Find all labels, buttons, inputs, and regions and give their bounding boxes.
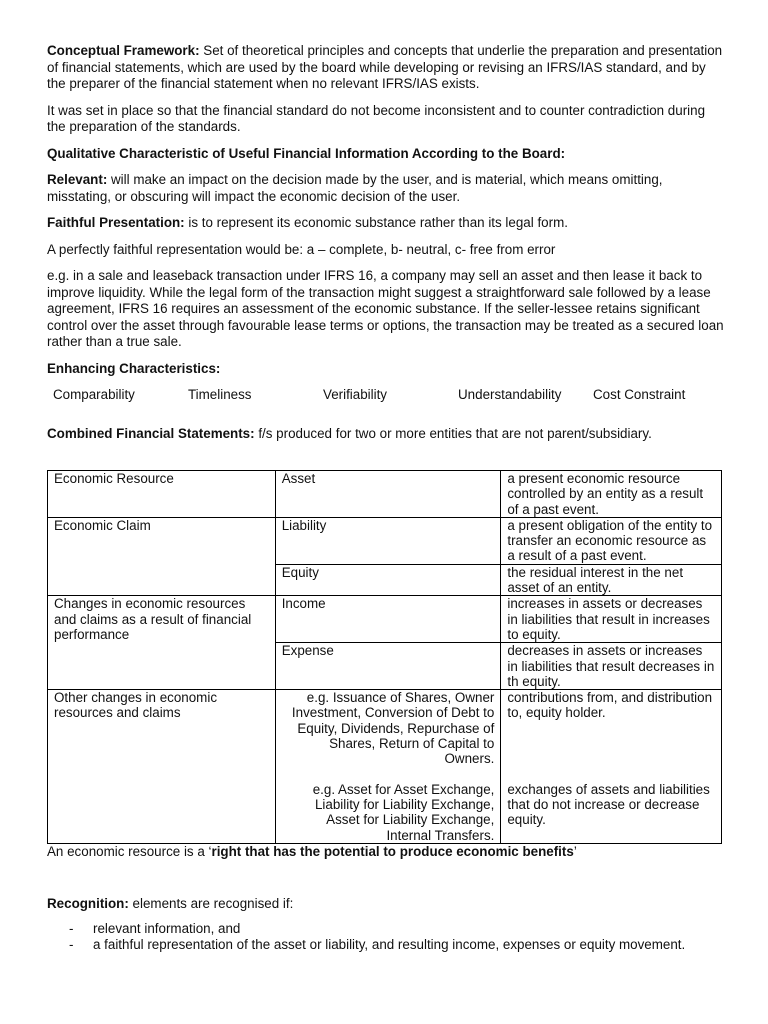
table-cell: Liability <box>275 517 501 564</box>
relevant-term: Relevant: <box>47 172 108 187</box>
table-cell: Asset <box>275 471 501 518</box>
recognition-paragraph <box>47 896 727 913</box>
enhancing-list <box>53 387 727 404</box>
table-cell: Changes in economic resources and claims as a result of financial performance <box>48 596 276 690</box>
bullet: - <box>69 937 74 953</box>
table-cell: a present economic resource controlled by an entity as a result of a past event. <box>501 471 722 518</box>
list-item: - relevant information, and <box>69 920 241 936</box>
relevant-definition: will make an impact on the decision made by the user, and is material, which means omitting, misstating, or obscuring will impact the economic decision of the user. <box>47 172 663 204</box>
enhancing-item: Verifiability <box>323 387 388 402</box>
qualitative-heading: Qualitative Characteristic of Useful Financial Information According to the Board: <box>47 145 566 161</box>
combined-fs-definition: f/s produced for two or more entities that are not parent/subsidiary. <box>254 425 652 441</box>
conceptual-framework-term: Conceptual Framework: <box>47 43 200 58</box>
relevant-paragraph <box>47 172 727 205</box>
combined-fs-term: Combined Financial Statements: <box>47 425 255 441</box>
purpose-paragraph: It was set in place so that the financial standard do not become inconsistent and to counter contradiction during the preparation of the standards. <box>47 102 706 134</box>
other-changes-example-2: e.g. Asset for Asset Exchange, Liability for Liability Exchange, Asset for Liability Exchange, Internal Transfers. <box>312 781 495 843</box>
recognition-term: Recognition: <box>47 896 129 912</box>
recognition-text: elements are recognised if: <box>128 896 294 912</box>
table-cell: the residual interest in the net asset of an entity. <box>501 564 722 596</box>
other-changes-example-1: e.g. Issuance of Shares, Owner Investment, Conversion of Debt to Equity, Dividends, Repurchase of Shares, Return of Capital to Owners. <box>291 690 495 767</box>
other-changes-desc-1: contributions from, and distribution to, equity holder. <box>507 690 713 721</box>
enhancing-heading: Enhancing Characteristics: <box>47 360 221 376</box>
table-cell: a present obligation of the entity to transfer an economic resource as a result of a past event. <box>501 517 722 564</box>
table-cell <box>501 690 722 844</box>
faithful-definition: is to represent its economic substance rather than its legal form. <box>184 215 568 230</box>
perfect-representation-paragraph: A perfectly faithful representation would be: a – complete, b- neutral, c- free from error <box>47 241 556 257</box>
table-cell: Economic Resource <box>48 471 276 518</box>
elements-table <box>47 470 722 844</box>
list-item: - a faithful representation of the asset or liability, and resulting income, expenses or equity movement. <box>69 937 686 953</box>
example-paragraph: e.g. in a sale and leaseback transaction under IFRS 16, a company may sell an asset and then lease it back to improve liquidity. While the legal form of the transaction might suggest a straightforward sale followed by a lease agreement, IFRS 16 requires an assessment of the economic substance. If the seller-lessee retains significant control over the asset through favourable lease terms or options, the transaction may be treated as a secured loan rather than a true sale. <box>47 268 724 349</box>
table-cell: Income <box>275 596 501 643</box>
table-cell: decreases in assets or increases in liabilities that result decreases in th equity. <box>501 643 722 690</box>
combined-fs-paragraph <box>47 426 727 443</box>
document-page <box>47 43 727 954</box>
table-cell: increases in assets or decreases in liabilities that result in increases to equity. <box>501 596 722 643</box>
bullet: - <box>69 920 74 936</box>
table-row <box>48 690 722 844</box>
table-cell: Economic Claim <box>48 517 276 595</box>
economic-resource-sentence: An economic resource is a ‘right that has the potential to produce economic benefits’ <box>47 843 577 859</box>
enhancing-item: Timeliness <box>188 387 252 402</box>
faithful-term: Faithful Presentation: <box>47 215 185 230</box>
conceptual-framework-definition: Set of theoretical principles and concepts that underlie the preparation and presentation of financial statements, which are used by the board while developing or revising an IFRS/IAS standard, and by the preparer of the financial statement when no relevant IFRS/IAS exists. <box>47 43 723 91</box>
recognition-list <box>47 921 727 954</box>
table-row <box>48 517 722 564</box>
table-row <box>48 471 722 518</box>
table-cell: Expense <box>275 643 501 690</box>
enhancing-item: Comparability <box>53 387 135 402</box>
faithful-paragraph <box>47 215 727 232</box>
enhancing-item: Cost Constraint <box>593 387 686 402</box>
enhancing-item: Understandability <box>458 387 562 402</box>
conceptual-framework-paragraph <box>47 43 727 93</box>
table-cell: Other changes in economic resources and claims <box>48 690 276 844</box>
table-cell: Equity <box>275 564 501 596</box>
table-row <box>48 596 722 643</box>
table-cell <box>275 690 501 844</box>
other-changes-desc-2: exchanges of assets and liabilities that do not increase or decrease equity. <box>507 781 710 828</box>
